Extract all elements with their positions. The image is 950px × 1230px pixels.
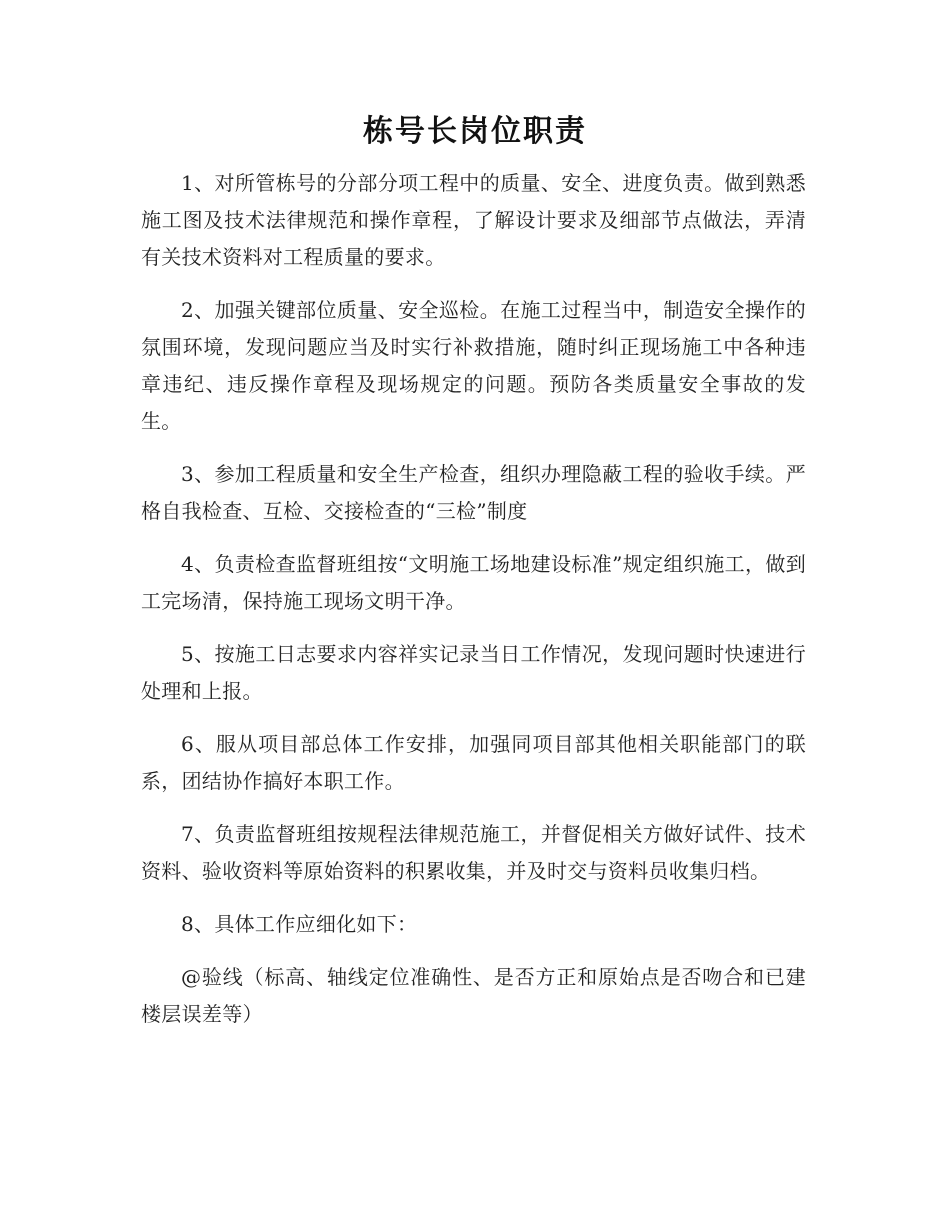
paragraph-2: 2、加强关键部位质量、安全巡检。在施工过程当中，制造安全操作的氛围环境，发现问题应当及时实行补救措施，随时纠正现场施工中各种违章违纪、违反操作章程及现场规定的问题。预防各类质量安全事故的发生。 (141, 298, 806, 433)
document-title: 栋号长岗位职责 (363, 114, 587, 149)
paragraph-7: 7、负责监督班组按规程法律规范施工，并督促相关方做好试件、技术资料、验收资料等原始资料的积累收集，并及时交与资料员收集归档。 (141, 822, 806, 883)
paragraph-4: 4、负责检查监督班组按“文明施工场地建设标准”规定组织施工，做到工完场清，保持施工现场文明干净。 (141, 552, 806, 613)
paragraph-3: 3、参加工程质量和安全生产检查，组织办理隐蔽工程的验收手续。严格自我检查、互检、交接检查的“三检”制度 (141, 462, 806, 523)
paragraph-8: 8、具体工作应细化如下： (181, 912, 418, 936)
paragraph-1: 1、对所管栋号的分部分项工程中的质量、安全、进度负责。做到熟悉施工图及技术法律规范和操作章程，了解设计要求及细部节点做法，弄清有关技术资料对工程质量的要求。 (141, 171, 806, 269)
document-body (141, 165, 806, 1049)
paragraph-6: 6、服从项目部总体工作安排，加强同项目部其他相关职能部门的联系，团结协作搞好本职工作。 (141, 732, 806, 793)
paragraph-9: @验线（标高、轴线定位准确性、是否方正和原始点是否吻合和已建楼层误差等） (141, 965, 806, 1026)
paragraph-5: 5、按施工日志要求内容祥实记录当日工作情况，发现问题时快速进行处理和上报。 (141, 642, 806, 703)
